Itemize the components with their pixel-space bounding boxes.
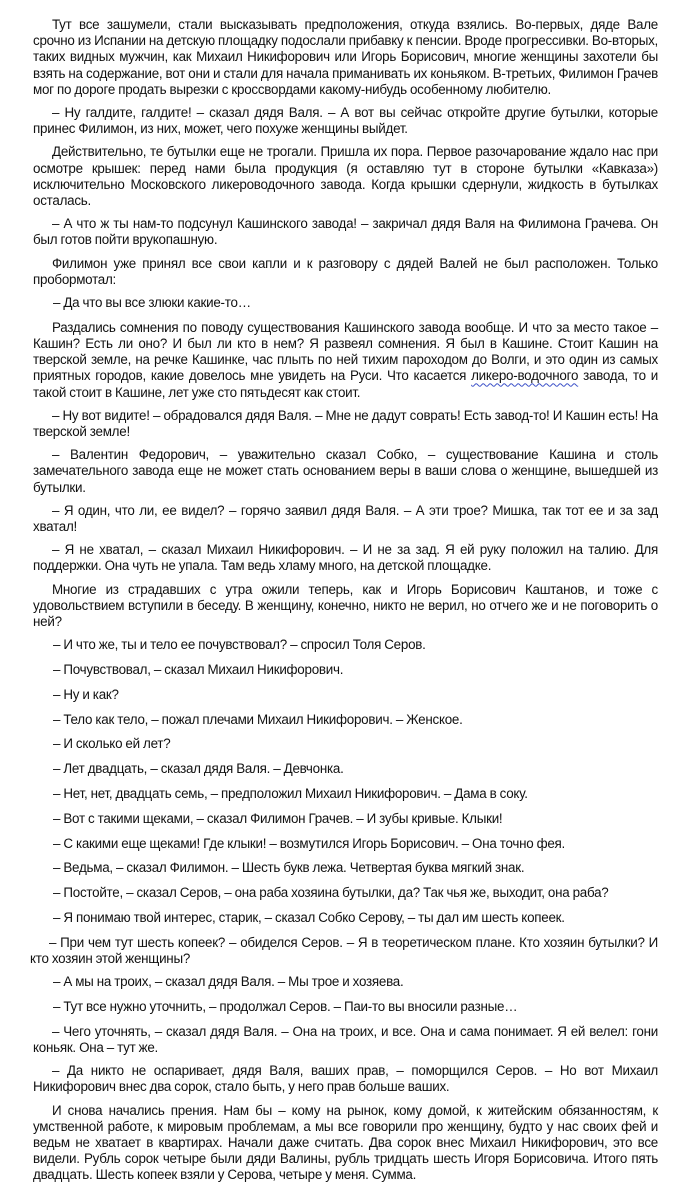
paragraph-1: Тут все зашумели, стали высказывать предположения, откуда взялись. Во-первых, дяде Вале срочно из Испании на детскую площадку подослали прибавку к пенсии. Вроде прогрессивки. Во-вторых, таких видных мужчин, как Михаил Никифорович или Игорь Борисович, многие женщины захотели бы взять на содержание, вот они и стали для начала приманивать их коньяком. В-третьих, Филимон Грачев мог по дороге продать вырезки с кроссвордами какому-нибудь особенному любителю. [33,17,659,97]
spellcheck-flagged-word[interactable]: ликеро-водочного [471,368,579,384]
dialogue-line-14: – Почувствовал, – сказал Михаил Никифорович. [53,662,344,678]
paragraph-7-text-before: Раздались сомнения по поводу существования Кашинского завода вообще. И что за место такое – Кашин? Есть ли оно? И был ли кто в нем? Я развеял сомнения. Я был в Кашине. Стоит Кашин на тверской земле, на речке Кашинке, час плыть по ней тихим пароходом до Волги, и это один из самых приятных городов, какие довелось мне увидеть на Руси. Что касается [33,319,658,384]
dialogue-paragraph-10: – Я один, что ли, ее видел? – горячо заявил дядя Валя. – А эти трое? Мишка, так тот ее и за зад хватал! [33,502,658,535]
dialogue-paragraph-8: – Ну вот видите! – обрадовался дядя Валя. – Мне не дадут соврать! Есть завод-то! И Кашин есть! На тверской земле! [33,407,658,440]
dialogue-line-26: – А мы на троих, – сказал дядя Валя. – Мы трое и хозяева. [53,974,404,990]
dialogue-line-6: – Да что вы все злюки какие-то… [53,295,251,311]
dialogue-line-21: – С какими еще щеками! Где клыки! – возмутился Игорь Борисович. – Она точно фея. [53,835,566,851]
dialogue-paragraph-28: – Чего уточнять, – сказал дядя Валя. – Она на троих, и все. Она и сама понимает. Я ей велел: гони коньяк. Она – тут же. [33,1023,658,1056]
dialogue-line-22: – Ведьма, – сказал Филимон. – Шесть букв лежа. Четвертая буква мягкий знак. [53,860,525,876]
dialogue-line-19: – Нет, нет, двадцать семь, – предположил Михаил Никифорович. – Дама в соку. [53,786,528,802]
paragraph-5: Филимон уже принял все свои капли и к разговору с дядей Валей не был расположен. Только пробормотал: [33,255,658,287]
dialogue-paragraph-11: – Я не хватал, – сказал Михаил Никифорович. – И не за зад. Я ей руку положил на талию. Для поддержки. Она чуть не упала. Там ведь хламу много, на детской площадке. [33,542,658,574]
dialogue-line-24: – Я понимаю твой интерес, старик, – сказал Собко Серову, – ты дал им шесть копеек. [53,910,565,926]
dialogue-line-16: – Тело как тело, – пожал плечами Михаил Никифорович. – Женское. [53,711,463,727]
paragraph-12: Многие из страдавших с утра ожили теперь, как и Игорь Борисович Каштанов, и тоже с удовольствием вступили в беседу. В женщину, конечно, никто не верил, но отчего же и не поговорить о ней? [33,581,658,630]
dialogue-paragraph-25: – При чем тут шесть копеек? – обиделся Серов. – Я в теоретическом плане. Кто хозяин бутылки? И кто хозяин этой женщины? [30,934,658,967]
dialogue-line-27: – Тут все нужно уточнить, – продолжал Серов. – Паи-то вы вносили разные… [53,999,518,1015]
dialogue-line-18: – Лет двадцать, – сказал дядя Валя. – Девчонка. [53,761,344,777]
dialogue-line-20: – Вот с такими щеками, – сказал Филимон Грачев. – И зубы кривые. Клыки! [53,810,503,826]
paragraph-30: И снова начались прения. Нам бы – кому на рынок, кому домой, к житейским обязанностям, к умственной работе, к мировым проблемам, а мы все говорили про женщину, будто у нас своих фей и ведьм не хватает в квартирах. Начали даже считать. Два сорок внес Михаил Никифорович, это все видели. Рубль сорок четыре были дяди Валины, рубль тридцать шесть Игоря Борисовича. Итого пять двадцать. Шесть копеек взяли у Серова, четыре у меня. Сумма. [33,1102,658,1183]
dialogue-paragraph-29: – Да никто не оспаривает, дядя Валя, ваших прав, – поморщился Серов. – Но вот Михаил Никифорович внес два сорок, стало быть, у него прав больше ваших. [33,1063,658,1095]
dialogue-paragraph-9: – Валентин Федорович, – уважительно сказал Собко, – существование Кашина и столь замечательного завода еще не может стать основанием веры в ваши слова о женщине, вышедшей из бутылки. [33,447,658,495]
paragraph-7-text-after: завода, то и такой стоит в Кашине, лет уже сто пятьдесят как стоит. [33,368,658,400]
dialogue-paragraph-4: – А что ж ты нам-то подсунул Кашинского завода! – закричал дядя Валя на Филимона Грачева. Он был готов пойти врукопашную. [33,216,658,248]
dialogue-paragraph-2: – Ну галдите, галдите! – сказал дядя Валя. – А вот вы сейчас откройте другие бутылки, которые принес Филимон, из них, может, чего похуже женщины выйдет. [33,105,658,137]
dialogue-line-15: – Ну и как? [53,686,119,702]
dialogue-line-13: – И что же, ты и тело ее почувствовал? – спросил Толя Серов. [53,637,426,653]
paragraph-7 [33,320,658,401]
dialogue-line-23: – Постойте, – сказал Серов, – она раба хозяина бутылки, да? Так чья же, выходит, она раба? [53,885,609,901]
paragraph-3: Действительно, те бутылки еще не трогали. Пришла их пора. Первое разочарование ждало нас при осмотре крышек: перед нами была продукция (я оставляю тут в стороне бутылки «Кавказа») исключительно Московского ликероводочного завода. Когда крышки сдернули, жидкость в бутылках осталась. [33,144,658,209]
dialogue-line-17: – И сколько ей лет? [53,736,171,752]
